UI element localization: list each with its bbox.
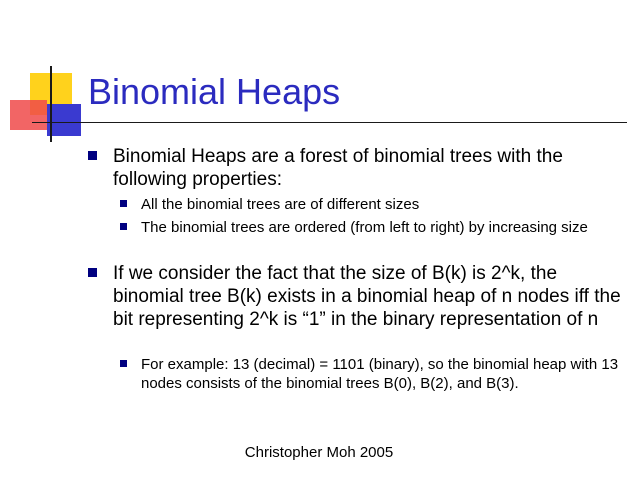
slide-title: Binomial Heaps <box>88 71 341 112</box>
square-bullet-icon <box>88 268 97 277</box>
sub-bullet-text: For example: 13 (decimal) = 1101 (binary), so the binomial heap with 13 nodes consists of the binomial trees B(0), B(2), and B(3). <box>141 356 619 392</box>
sub-bullet-text: All the binomial trees are of different sizes <box>141 196 420 213</box>
square-bullet-icon <box>88 151 97 160</box>
title-underline <box>32 122 627 123</box>
slide-footer: Christopher Moh 2005 <box>244 444 394 461</box>
square-bullet-icon <box>120 200 127 207</box>
square-bullet-icon <box>120 223 127 230</box>
logo-vertical-line <box>50 66 52 142</box>
bullet-text: Binomial Heaps are a forest of binomial trees with the following properties: <box>113 146 563 190</box>
logo-red-square-icon <box>10 100 47 130</box>
square-bullet-icon <box>120 360 127 367</box>
bullet-text: If we consider the fact that the size of B(k) is 2^k, the binomial tree B(k) exists in a binomial heap of n nodes iff the bit representing 2^k is “1” in the binary representation of n <box>113 263 621 330</box>
logo-blue-square-icon <box>47 104 81 136</box>
sub-bullet-text: The binomial trees are ordered (from left to right) by increasing size <box>141 219 588 236</box>
